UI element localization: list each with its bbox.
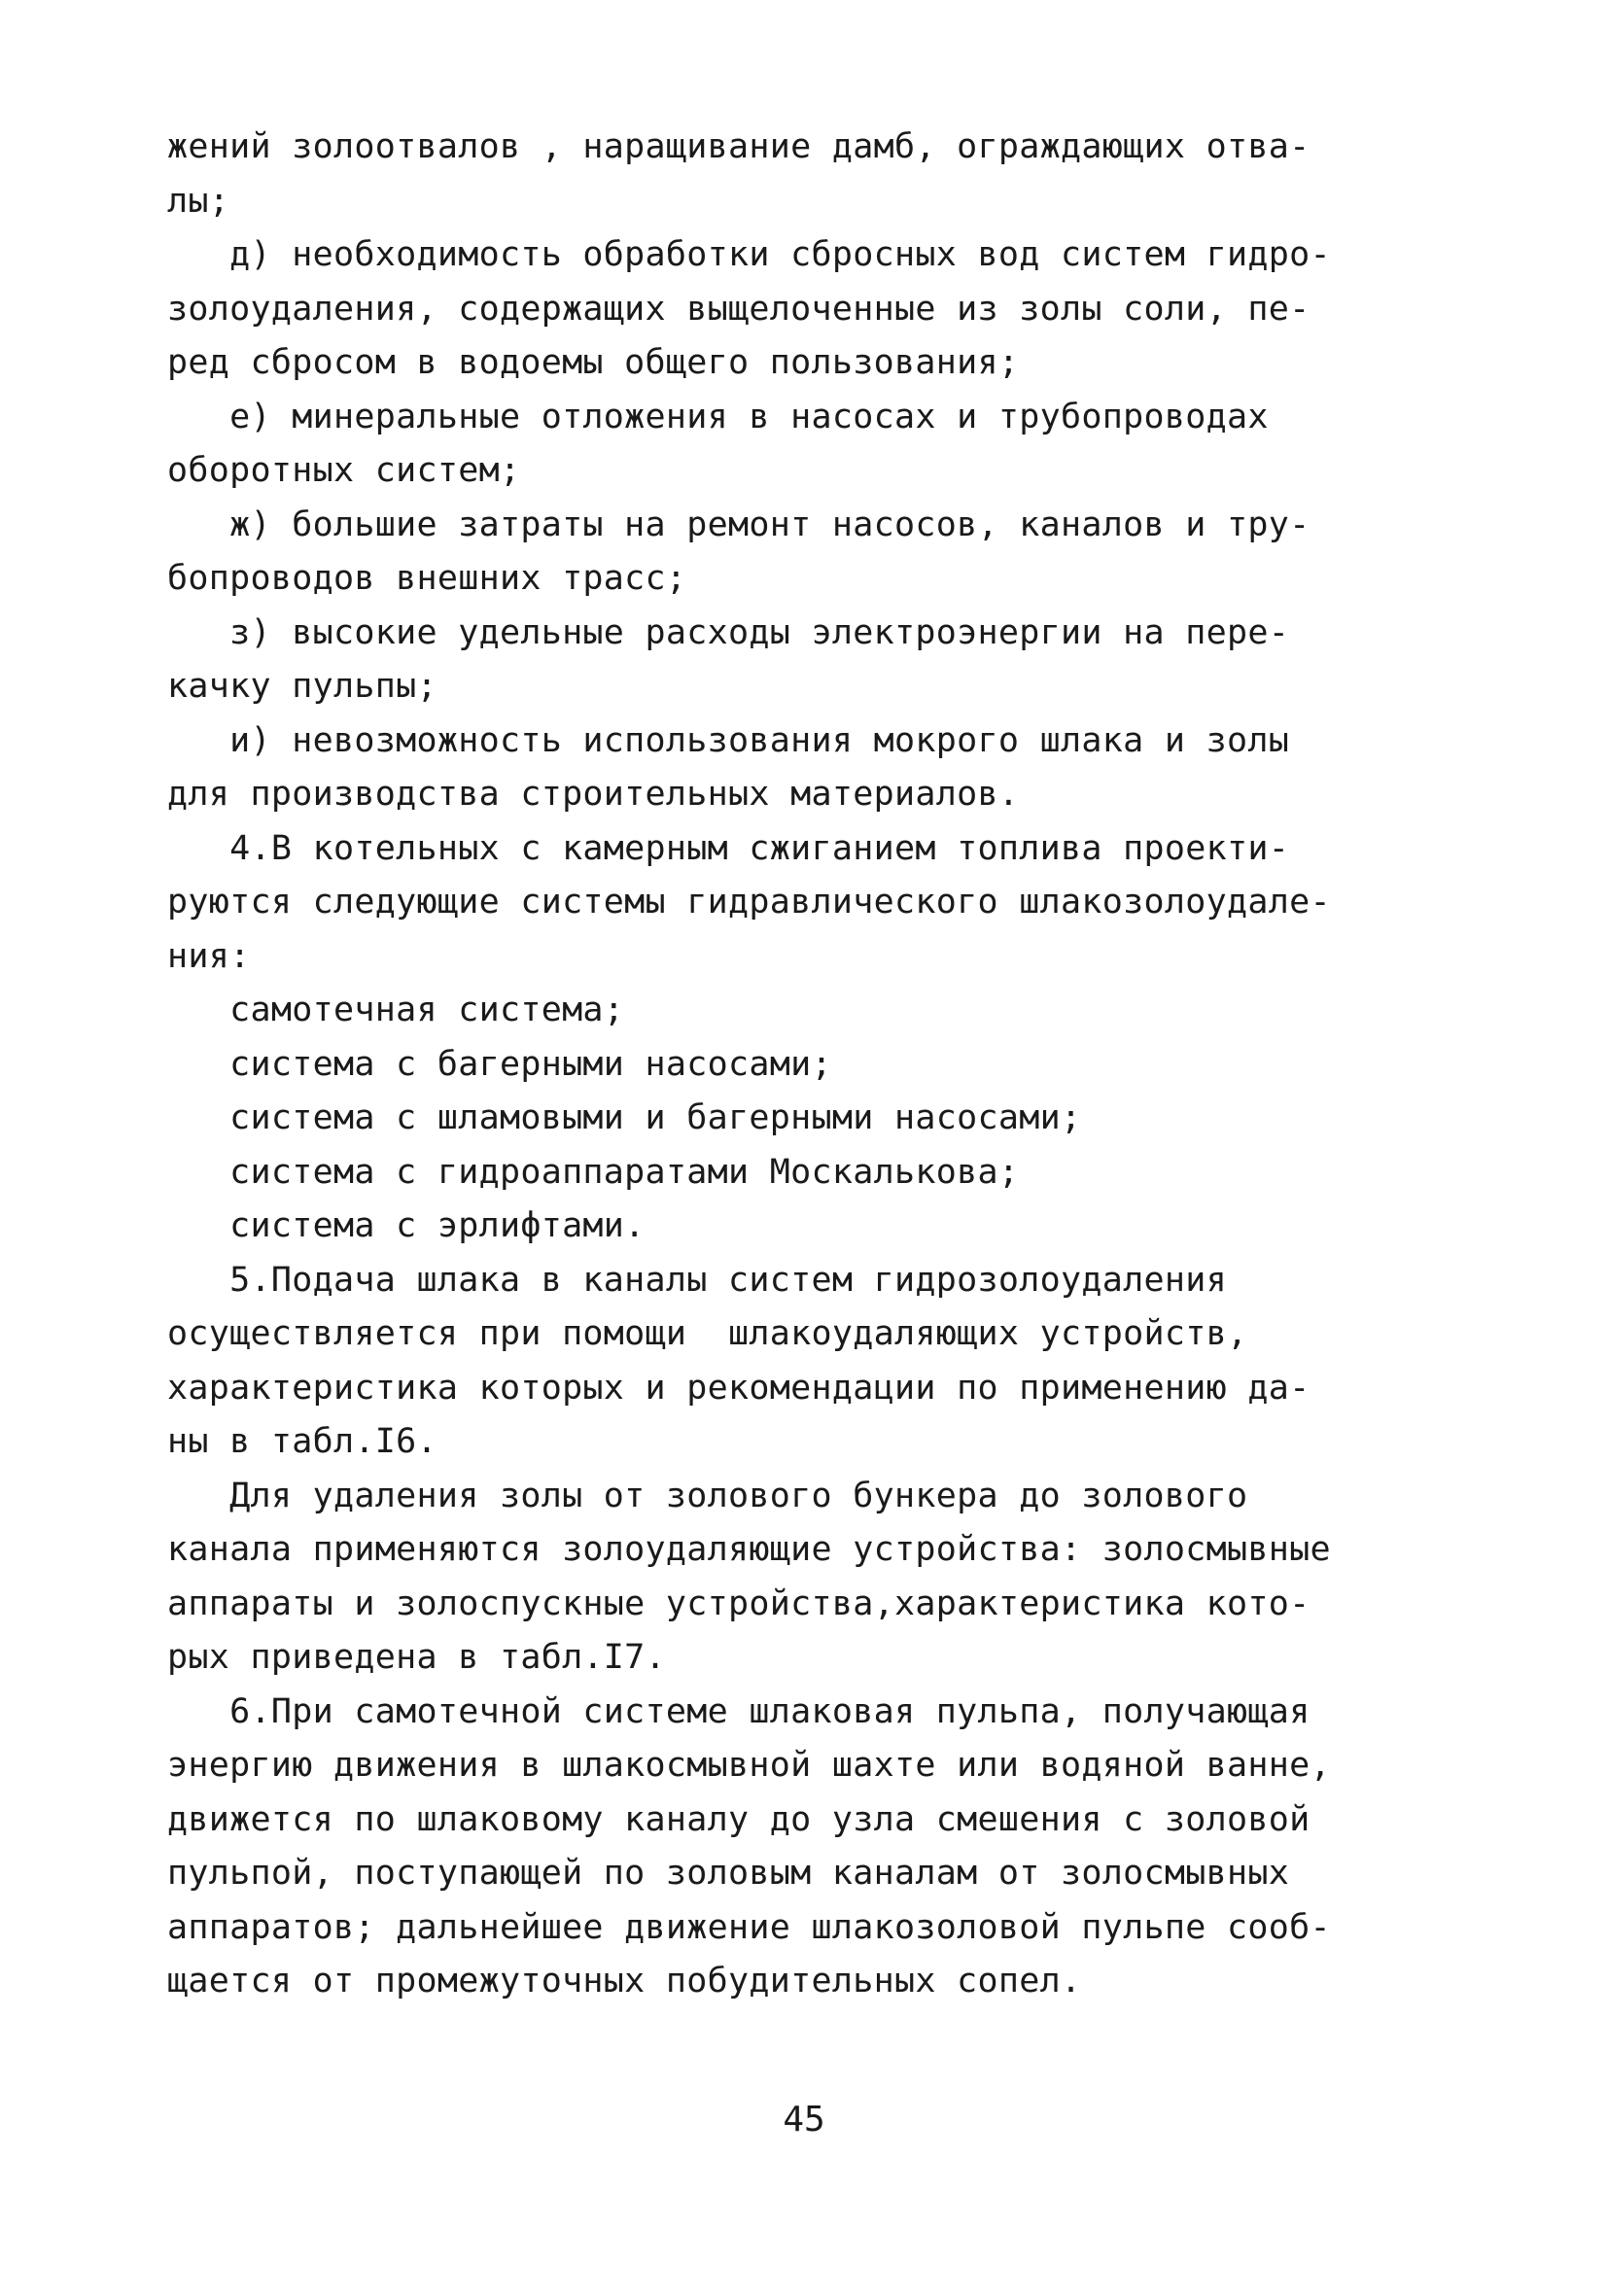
text-line: Для удаления золы от золового бункера до золового [167,1476,1248,1515]
text-line: жений золоотвалов , наращивание дамб, ограждающих отва- [167,127,1311,166]
text-line: ред сбросом в водоемы общего пользования; [167,343,1020,382]
text-line: система с шламовыми и багерными насосами; [167,1098,1082,1137]
text-line: и) невозможность использования мокрого шлака и золы [167,720,1290,760]
text-line: ния: [167,936,251,976]
text-line: оборотных систем; [167,451,521,490]
text-line: 6.При самотечной системе шлаковая пульпа, получающая [167,1691,1311,1731]
text-line: д) необходимость обработки сбросных вод систем гидро- [167,235,1331,274]
text-line: канала применяются золоудаляющие устройства: золосмывные [167,1530,1331,1569]
text-line: движется по шлаковому каналу до узла смешения с золовой [167,1799,1311,1839]
text-line: энергию движения в шлакосмывной шахте или водяной ванне, [167,1746,1331,1785]
text-line: характеристика которых и рекомендации по применению да- [167,1368,1311,1408]
text-line: бопроводов внешних трасс; [167,559,687,598]
text-line: самотечная система; [167,991,625,1029]
text-line: рых приведена в табл.I7. [167,1638,666,1677]
text-line: 4.В котельных с камерным сжиганием топлива проекти- [167,828,1290,868]
text-line: лы; [167,181,230,221]
text-line: щается от промежуточных побудительных сопел. [167,1962,1082,2000]
text-line: аппараты и золоспускные устройства,характеристика кото- [167,1583,1311,1623]
text-line: ны в табл.I6. [167,1422,437,1461]
text-line: система с гидроаппаратами Москалькова; [167,1152,1020,1192]
text-line: осуществляется при помощи шлакоудаляющих устройств, [167,1314,1248,1353]
text-line: руются следующие системы гидравлического шлакозолоудале- [167,883,1331,922]
text-line: качку пульпы; [167,667,437,706]
text-line: золоудаления, содержащих выщелоченные из золы соли, пе- [167,289,1311,329]
text-line: аппаратов; дальнейшее движение шлакозоловой пульпе сооб- [167,1907,1331,1947]
text-line: ж) большие затраты на ремонт насосов, каналов и тру- [167,504,1311,544]
body-text [167,121,1451,2009]
text-line: для производства строительных материалов. [167,775,1020,814]
text-line: пульпой, поступающей по золовым каналам от золосмывных [167,1854,1290,1893]
text-line: е) минеральные отложения в насосах и трубопроводах [167,397,1269,436]
text-line: система с эрлифтами. [167,1206,646,1245]
text-line: система с багерными насосами; [167,1044,832,1084]
page-number: 45 [783,2100,825,2139]
text-line: 5.Подача шлака в каналы систем гидрозолоудаления [167,1260,1227,1300]
text-line: з) высокие удельные расходы электроэнергии на пере- [167,612,1290,652]
